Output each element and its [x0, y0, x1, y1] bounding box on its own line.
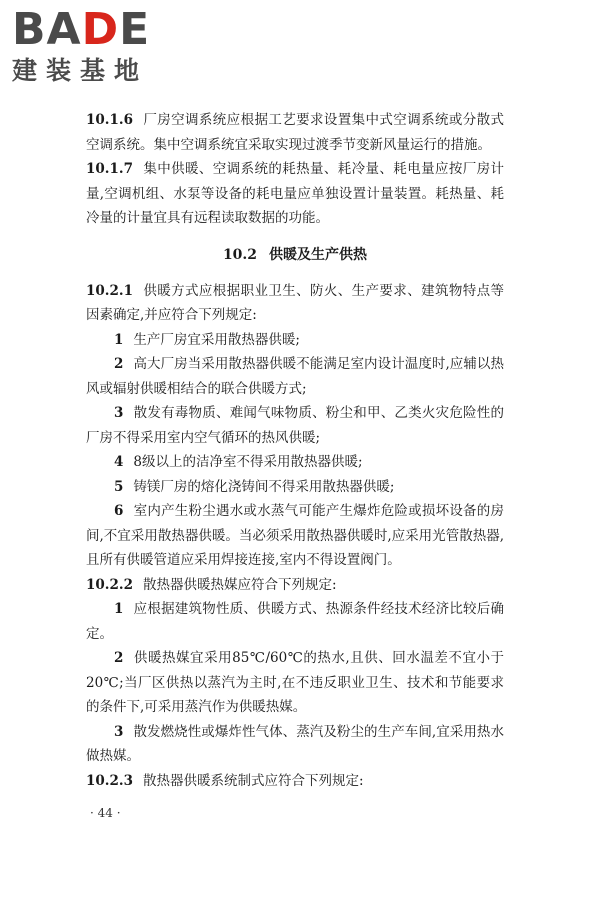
- brand-logo: [12, 6, 182, 86]
- list-item: [86, 328, 504, 353]
- item-number: 5: [114, 478, 124, 495]
- item-text: 室内产生粉尘遇水或水蒸气可能产生爆炸危险或损坏设备的房间,不宜采用散热器供暖。当必须采用散热器供暖时,应采用光管散热器,且所有供暖管道应采用焊接连接,室内不得设置阀门。: [86, 503, 504, 568]
- logo-subtitle: 建装基地: [12, 56, 149, 85]
- clause-10-1-7: [86, 157, 504, 231]
- logo-wordmark: [12, 6, 182, 54]
- item-number: 3: [114, 723, 124, 740]
- clause-10-2-3: [86, 769, 504, 794]
- page-number: · 44 ·: [90, 806, 121, 820]
- clause-text: 散热器供暖热媒应符合下列规定:: [142, 576, 337, 593]
- clause-10-1-6: [86, 108, 504, 157]
- item-number: 1: [114, 601, 124, 617]
- item-number: 1: [114, 331, 124, 348]
- list-item: [86, 720, 504, 769]
- item-text: 散发燃烧性或爆炸性气体、蒸汽及粉尘的生产车间,宜采用热水做热媒。: [86, 723, 504, 764]
- item-text: 散发有毒物质、难闻气味物质、粉尘和甲、乙类火灾危险性的厂房不得采用室内空气循环的热风供暖;: [86, 405, 504, 446]
- clause-10-2-1: [86, 279, 504, 328]
- item-text: 生产厂房宜采用散热器供暖;: [133, 331, 300, 348]
- item-number: 3: [114, 405, 124, 421]
- section-heading-10-2: [86, 243, 504, 267]
- clause-10-2-2: [86, 573, 504, 598]
- logo-accent-letter: D: [81, 4, 120, 55]
- document-body: [86, 108, 504, 793]
- clause-text: 厂房空调系统应根据工艺要求设置集中式空调系统或分散式空调系统。集中空调系统宜采取实现过渡季节变新风量运行的措施。: [86, 112, 504, 153]
- clause-text: 供暖方式应根据职业卫生、防火、生产要求、建筑物特点等因素确定,并应符合下列规定:: [86, 282, 504, 323]
- clause-text: 散热器供暖系统制式应符合下列规定:: [142, 772, 364, 789]
- clause-number: 10.2.1: [86, 282, 133, 299]
- item-number: 2: [114, 650, 124, 666]
- list-item: [86, 450, 504, 475]
- section-number: 10.2: [222, 246, 258, 263]
- item-text: 高大厂房当采用散热器供暖不能满足室内设计温度时,应辅以热风或辐射供暖相结合的联合供暖方式;: [86, 356, 504, 397]
- clause-number: 10.2.3: [86, 772, 133, 789]
- clause-number: 10.2.2: [86, 576, 133, 593]
- item-text: 应根据建筑物性质、供暖方式、热源条件经技术经济比较后确定。: [86, 601, 504, 642]
- item-number: 4: [114, 454, 124, 470]
- item-number: 2: [114, 356, 124, 372]
- item-text: 铸镁厂房的熔化浇铸间不得采用散热器供暖;: [133, 478, 395, 495]
- clause-number: 10.1.7: [86, 161, 133, 177]
- item-text: 供暖热媒宜采用85℃/60℃的热水,且供、回水温差不宜小于20℃;当厂区供热以蒸汽为主时,在不违反职业卫生、技术和节能要求的条件下,可采用蒸汽作为供暖热媒。: [86, 650, 504, 715]
- logo-suffix: E: [119, 4, 151, 55]
- section-title-text: 供暖及生产供热: [269, 246, 368, 263]
- clause-number: 10.1.6: [86, 112, 133, 128]
- item-number: 6: [114, 503, 124, 519]
- clause-text: 集中供暖、空调系统的耗热量、耗冷量、耗电量应按厂房计量,空调机组、水泵等设备的耗电量应单独设置计量装置。耗热量、耗冷量的计量宜具有远程读取数据的功能。: [86, 161, 504, 226]
- logo-prefix: BA: [12, 4, 82, 55]
- list-item: [86, 352, 504, 401]
- list-item: [86, 475, 504, 500]
- list-item: [86, 597, 504, 646]
- list-item: [86, 646, 504, 720]
- list-item: [86, 499, 504, 573]
- item-text: 8级以上的洁净室不得采用散热器供暖;: [133, 454, 363, 470]
- list-item: [86, 401, 504, 450]
